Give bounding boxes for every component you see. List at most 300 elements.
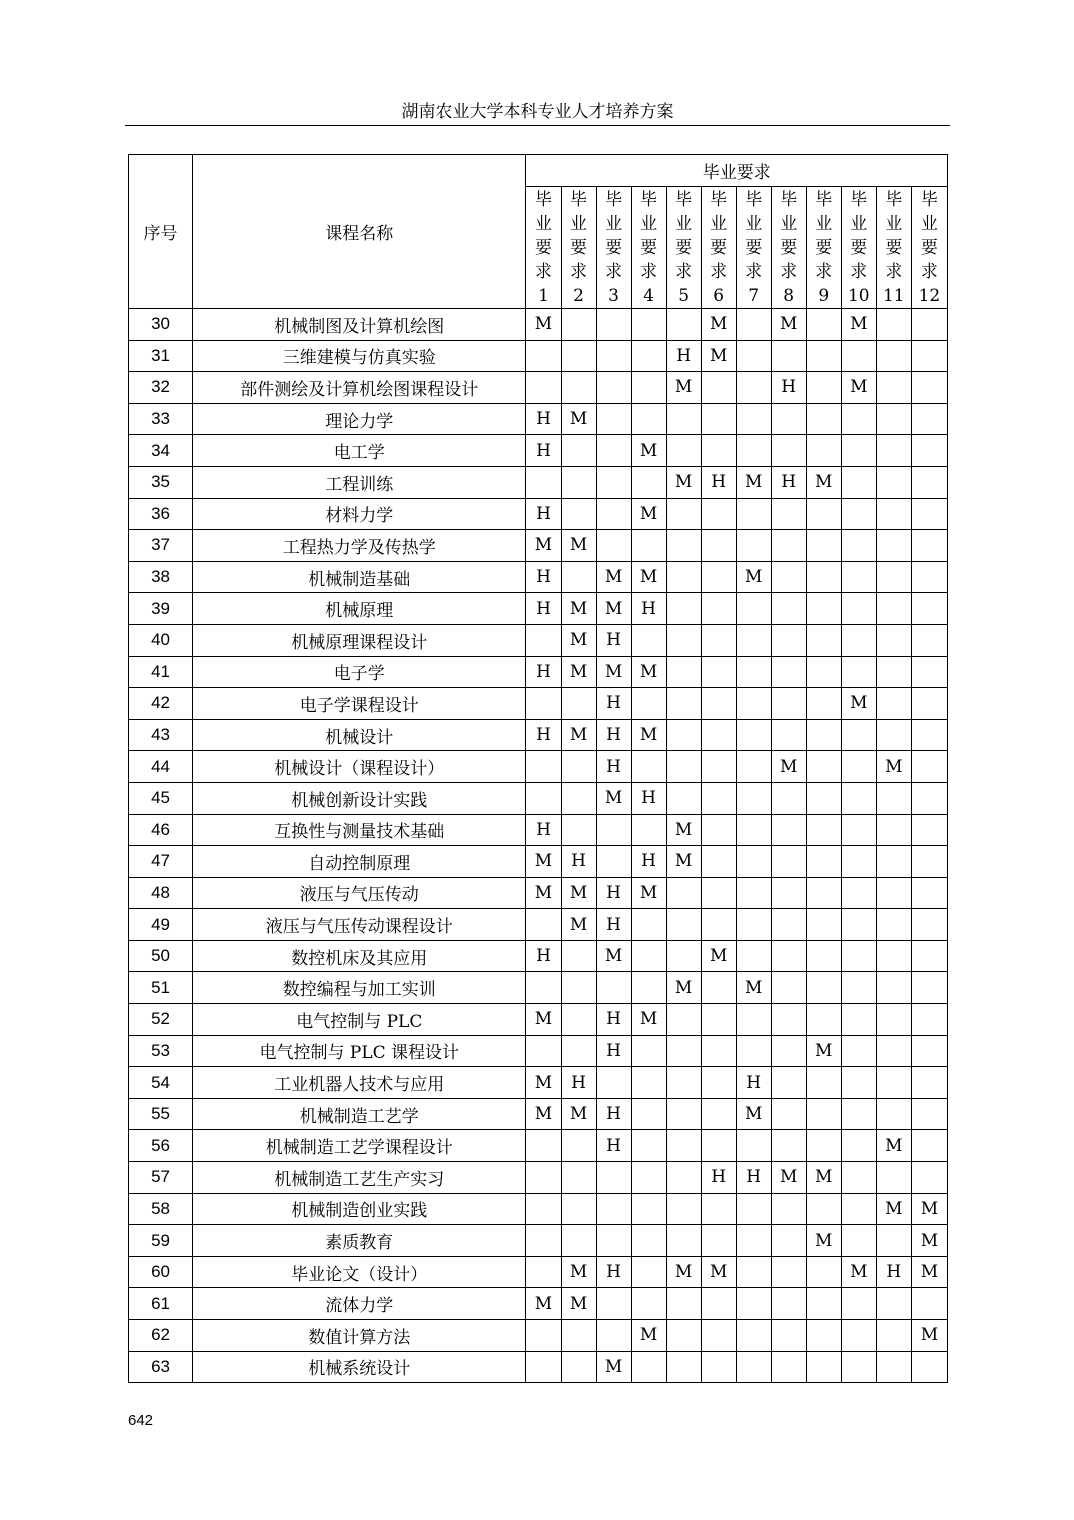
- row-mark-req-9: [806, 814, 841, 846]
- row-mark-req-6: [701, 846, 736, 878]
- row-mark-req-1: H: [526, 435, 561, 467]
- row-mark-req-7: [736, 1288, 771, 1320]
- row-mark-req-11: [876, 688, 911, 720]
- row-mark-req-12: [911, 1351, 947, 1383]
- table-row: [129, 372, 948, 404]
- table-row: [129, 466, 948, 498]
- row-mark-req-8: M: [771, 751, 806, 783]
- table-row: [129, 1351, 948, 1383]
- row-mark-req-3: H: [596, 909, 631, 941]
- row-seq: 58: [129, 1193, 193, 1225]
- row-course-name: 机械创新设计实践: [193, 782, 526, 814]
- row-mark-req-5: M: [666, 814, 701, 846]
- row-course-name: 流体力学: [193, 1288, 526, 1320]
- row-mark-req-12: [911, 751, 947, 783]
- row-mark-req-7: [736, 909, 771, 941]
- row-course-name: 三维建模与仿真实验: [193, 340, 526, 372]
- row-mark-req-8: [771, 403, 806, 435]
- row-mark-req-6: M: [701, 940, 736, 972]
- row-mark-req-1: [526, 688, 561, 720]
- row-mark-req-3: H: [596, 1130, 631, 1162]
- row-mark-req-7: [736, 593, 771, 625]
- row-mark-req-2: [561, 940, 596, 972]
- row-mark-req-4: M: [631, 719, 666, 751]
- row-mark-req-6: [701, 1225, 736, 1257]
- row-mark-req-9: [806, 403, 841, 435]
- row-mark-req-8: [771, 940, 806, 972]
- row-mark-req-1: [526, 1162, 561, 1194]
- row-mark-req-8: [771, 1130, 806, 1162]
- row-mark-req-10: [841, 656, 876, 688]
- table-row: [129, 782, 948, 814]
- row-mark-req-3: H: [596, 719, 631, 751]
- row-mark-req-8: [771, 498, 806, 530]
- row-mark-req-8: [771, 782, 806, 814]
- row-mark-req-11: [876, 814, 911, 846]
- row-mark-req-11: [876, 530, 911, 562]
- row-mark-req-8: [771, 1035, 806, 1067]
- row-mark-req-2: M: [561, 624, 596, 656]
- row-mark-req-11: [876, 1225, 911, 1257]
- row-mark-req-3: [596, 340, 631, 372]
- row-mark-req-1: [526, 909, 561, 941]
- row-seq: 62: [129, 1320, 193, 1352]
- header-requirement-2: 毕 业 要 求 2: [561, 187, 596, 309]
- row-mark-req-9: [806, 372, 841, 404]
- row-mark-req-4: [631, 372, 666, 404]
- row-mark-req-1: [526, 340, 561, 372]
- row-mark-req-2: [561, 435, 596, 467]
- row-mark-req-12: [911, 877, 947, 909]
- row-mark-req-5: [666, 1320, 701, 1352]
- row-mark-req-4: [631, 1256, 666, 1288]
- row-mark-req-11: [876, 309, 911, 341]
- row-mark-req-4: [631, 688, 666, 720]
- table-row: [129, 1035, 948, 1067]
- row-mark-req-12: [911, 466, 947, 498]
- row-mark-req-5: [666, 656, 701, 688]
- row-mark-req-7: [736, 814, 771, 846]
- row-mark-req-6: H: [701, 1162, 736, 1194]
- row-mark-req-9: [806, 656, 841, 688]
- row-mark-req-5: [666, 1193, 701, 1225]
- row-mark-req-7: [736, 435, 771, 467]
- row-mark-req-8: [771, 1320, 806, 1352]
- row-mark-req-11: M: [876, 1193, 911, 1225]
- row-mark-req-5: [666, 498, 701, 530]
- row-mark-req-9: [806, 940, 841, 972]
- row-mark-req-5: [666, 1067, 701, 1099]
- row-mark-req-1: M: [526, 1288, 561, 1320]
- header-requirement-11: 毕 业 要 求 11: [876, 187, 911, 309]
- header-course-name: 课程名称: [193, 155, 526, 309]
- row-mark-req-9: [806, 782, 841, 814]
- row-mark-req-6: M: [701, 340, 736, 372]
- row-mark-req-6: [701, 1098, 736, 1130]
- table-row: [129, 435, 948, 467]
- row-mark-req-8: [771, 593, 806, 625]
- row-mark-req-1: [526, 972, 561, 1004]
- row-mark-req-11: M: [876, 1130, 911, 1162]
- row-mark-req-10: [841, 340, 876, 372]
- row-mark-req-7: H: [736, 1067, 771, 1099]
- row-mark-req-6: [701, 719, 736, 751]
- row-mark-req-1: M: [526, 846, 561, 878]
- row-course-name: 工程训练: [193, 466, 526, 498]
- row-mark-req-6: [701, 1067, 736, 1099]
- row-mark-req-10: [841, 1035, 876, 1067]
- row-mark-req-9: [806, 624, 841, 656]
- row-course-name: 数控机床及其应用: [193, 940, 526, 972]
- row-seq: 60: [129, 1256, 193, 1288]
- row-mark-req-4: [631, 309, 666, 341]
- row-mark-req-12: [911, 688, 947, 720]
- requirements-matrix-table: [128, 154, 948, 1383]
- row-mark-req-10: [841, 719, 876, 751]
- header-requirement-3: 毕 业 要 求 3: [596, 187, 631, 309]
- row-mark-req-8: [771, 909, 806, 941]
- row-mark-req-11: [876, 340, 911, 372]
- row-mark-req-6: [701, 656, 736, 688]
- row-mark-req-1: [526, 1225, 561, 1257]
- row-mark-req-3: [596, 1193, 631, 1225]
- row-mark-req-8: [771, 435, 806, 467]
- row-mark-req-12: [911, 656, 947, 688]
- row-mark-req-10: [841, 846, 876, 878]
- row-mark-req-12: [911, 719, 947, 751]
- row-mark-req-7: [736, 1193, 771, 1225]
- row-mark-req-7: [736, 309, 771, 341]
- row-course-name: 机械制造工艺学课程设计: [193, 1130, 526, 1162]
- row-course-name: 机械制造工艺学: [193, 1098, 526, 1130]
- row-mark-req-1: H: [526, 561, 561, 593]
- row-mark-req-6: [701, 435, 736, 467]
- row-mark-req-9: [806, 1067, 841, 1099]
- row-mark-req-9: M: [806, 466, 841, 498]
- row-mark-req-4: M: [631, 498, 666, 530]
- row-mark-req-3: [596, 530, 631, 562]
- row-mark-req-11: [876, 372, 911, 404]
- row-mark-req-1: M: [526, 530, 561, 562]
- row-mark-req-6: H: [701, 466, 736, 498]
- row-mark-req-2: [561, 561, 596, 593]
- row-mark-req-6: [701, 593, 736, 625]
- row-mark-req-7: [736, 1225, 771, 1257]
- row-mark-req-2: M: [561, 1098, 596, 1130]
- row-mark-req-9: [806, 1130, 841, 1162]
- row-mark-req-6: [701, 372, 736, 404]
- row-mark-req-1: [526, 1035, 561, 1067]
- row-mark-req-3: [596, 846, 631, 878]
- row-mark-req-8: [771, 814, 806, 846]
- row-course-name: 互换性与测量技术基础: [193, 814, 526, 846]
- table-row: [129, 688, 948, 720]
- row-mark-req-5: [666, 751, 701, 783]
- row-seq: 56: [129, 1130, 193, 1162]
- row-mark-req-2: [561, 498, 596, 530]
- row-mark-req-9: [806, 909, 841, 941]
- row-course-name: 电气控制与 PLC: [193, 1004, 526, 1036]
- row-mark-req-10: [841, 435, 876, 467]
- row-mark-req-3: H: [596, 624, 631, 656]
- row-mark-req-3: M: [596, 656, 631, 688]
- row-mark-req-9: [806, 498, 841, 530]
- row-mark-req-10: [841, 1098, 876, 1130]
- row-mark-req-10: [841, 751, 876, 783]
- row-mark-req-2: [561, 1004, 596, 1036]
- table-row: [129, 972, 948, 1004]
- row-mark-req-1: [526, 782, 561, 814]
- row-seq: 51: [129, 972, 193, 1004]
- row-seq: 38: [129, 561, 193, 593]
- row-mark-req-6: [701, 1193, 736, 1225]
- row-mark-req-6: [701, 561, 736, 593]
- row-mark-req-12: [911, 530, 947, 562]
- row-mark-req-9: [806, 1098, 841, 1130]
- row-seq: 46: [129, 814, 193, 846]
- row-mark-req-5: M: [666, 846, 701, 878]
- row-mark-req-7: [736, 1035, 771, 1067]
- row-mark-req-9: [806, 309, 841, 341]
- row-course-name: 机械制图及计算机绘图: [193, 309, 526, 341]
- row-mark-req-8: [771, 1193, 806, 1225]
- row-mark-req-10: [841, 1004, 876, 1036]
- row-mark-req-10: [841, 782, 876, 814]
- row-mark-req-11: [876, 1004, 911, 1036]
- row-mark-req-4: [631, 340, 666, 372]
- row-mark-req-4: M: [631, 877, 666, 909]
- row-mark-req-1: [526, 1256, 561, 1288]
- row-mark-req-11: [876, 498, 911, 530]
- row-mark-req-1: H: [526, 498, 561, 530]
- row-seq: 40: [129, 624, 193, 656]
- row-mark-req-10: [841, 498, 876, 530]
- row-mark-req-10: [841, 403, 876, 435]
- row-mark-req-6: [701, 403, 736, 435]
- row-mark-req-3: H: [596, 1256, 631, 1288]
- row-mark-req-5: [666, 593, 701, 625]
- row-mark-req-1: [526, 1193, 561, 1225]
- row-mark-req-2: M: [561, 403, 596, 435]
- row-mark-req-9: [806, 1351, 841, 1383]
- row-mark-req-10: [841, 814, 876, 846]
- row-course-name: 工业机器人技术与应用: [193, 1067, 526, 1099]
- row-mark-req-5: [666, 1351, 701, 1383]
- row-mark-req-12: [911, 940, 947, 972]
- row-mark-req-4: [631, 751, 666, 783]
- row-mark-req-12: [911, 814, 947, 846]
- row-mark-req-2: [561, 372, 596, 404]
- row-mark-req-12: [911, 1098, 947, 1130]
- row-mark-req-5: [666, 940, 701, 972]
- row-mark-req-3: [596, 1320, 631, 1352]
- row-mark-req-7: [736, 1130, 771, 1162]
- row-mark-req-3: [596, 1067, 631, 1099]
- row-mark-req-7: M: [736, 1098, 771, 1130]
- row-mark-req-4: [631, 1067, 666, 1099]
- table-row: [129, 877, 948, 909]
- row-mark-req-11: [876, 877, 911, 909]
- header-requirements-group: 毕业要求: [526, 155, 948, 187]
- row-mark-req-1: [526, 466, 561, 498]
- row-mark-req-8: M: [771, 309, 806, 341]
- row-mark-req-10: M: [841, 688, 876, 720]
- row-mark-req-6: [701, 1130, 736, 1162]
- row-mark-req-3: H: [596, 688, 631, 720]
- row-mark-req-3: H: [596, 1035, 631, 1067]
- row-mark-req-8: M: [771, 1162, 806, 1194]
- row-mark-req-1: H: [526, 814, 561, 846]
- row-mark-req-12: M: [911, 1320, 947, 1352]
- row-mark-req-11: [876, 1035, 911, 1067]
- row-mark-req-3: H: [596, 877, 631, 909]
- row-mark-req-2: M: [561, 877, 596, 909]
- row-mark-req-3: [596, 498, 631, 530]
- row-mark-req-10: [841, 1193, 876, 1225]
- row-mark-req-11: [876, 1067, 911, 1099]
- row-mark-req-12: [911, 1162, 947, 1194]
- row-seq: 52: [129, 1004, 193, 1036]
- row-mark-req-10: [841, 1225, 876, 1257]
- table-row: [129, 1225, 948, 1257]
- row-course-name: 机械系统设计: [193, 1351, 526, 1383]
- row-mark-req-5: [666, 909, 701, 941]
- row-mark-req-8: [771, 530, 806, 562]
- row-mark-req-7: [736, 688, 771, 720]
- row-mark-req-9: M: [806, 1162, 841, 1194]
- row-mark-req-11: [876, 909, 911, 941]
- row-mark-req-12: [911, 846, 947, 878]
- row-mark-req-12: [911, 403, 947, 435]
- row-mark-req-4: [631, 1035, 666, 1067]
- row-mark-req-9: [806, 593, 841, 625]
- table-row: [129, 751, 948, 783]
- row-mark-req-3: H: [596, 751, 631, 783]
- row-mark-req-4: [631, 1130, 666, 1162]
- table-row: [129, 1004, 948, 1036]
- row-course-name: 机械设计（课程设计）: [193, 751, 526, 783]
- table-row: [129, 940, 948, 972]
- row-mark-req-10: [841, 1288, 876, 1320]
- row-mark-req-7: [736, 940, 771, 972]
- row-mark-req-8: H: [771, 466, 806, 498]
- row-seq: 36: [129, 498, 193, 530]
- row-mark-req-4: M: [631, 1320, 666, 1352]
- row-mark-req-7: [736, 846, 771, 878]
- row-seq: 45: [129, 782, 193, 814]
- row-seq: 44: [129, 751, 193, 783]
- row-mark-req-5: [666, 624, 701, 656]
- row-mark-req-8: [771, 1288, 806, 1320]
- row-mark-req-5: H: [666, 340, 701, 372]
- row-seq: 47: [129, 846, 193, 878]
- row-mark-req-9: [806, 751, 841, 783]
- row-mark-req-10: [841, 940, 876, 972]
- row-mark-req-8: [771, 846, 806, 878]
- row-mark-req-11: [876, 435, 911, 467]
- row-mark-req-2: [561, 1162, 596, 1194]
- row-mark-req-4: H: [631, 593, 666, 625]
- row-mark-req-6: [701, 814, 736, 846]
- row-mark-req-10: [841, 1067, 876, 1099]
- row-mark-req-3: [596, 403, 631, 435]
- row-mark-req-10: M: [841, 1256, 876, 1288]
- row-mark-req-5: M: [666, 1256, 701, 1288]
- row-mark-req-5: [666, 1225, 701, 1257]
- row-mark-req-1: H: [526, 403, 561, 435]
- row-mark-req-12: [911, 593, 947, 625]
- table-row: [129, 624, 948, 656]
- row-mark-req-7: [736, 403, 771, 435]
- row-seq: 55: [129, 1098, 193, 1130]
- row-mark-req-2: [561, 1351, 596, 1383]
- header-requirement-6: 毕 业 要 求 6: [701, 187, 736, 309]
- table-row: [129, 530, 948, 562]
- row-mark-req-1: [526, 1351, 561, 1383]
- row-mark-req-2: [561, 972, 596, 1004]
- row-mark-req-2: [561, 1193, 596, 1225]
- row-mark-req-8: [771, 1098, 806, 1130]
- row-mark-req-12: [911, 1288, 947, 1320]
- table-row: [129, 1162, 948, 1194]
- row-mark-req-5: [666, 782, 701, 814]
- row-mark-req-9: [806, 435, 841, 467]
- row-mark-req-3: H: [596, 1004, 631, 1036]
- row-mark-req-2: [561, 1130, 596, 1162]
- row-course-name: 机械原理课程设计: [193, 624, 526, 656]
- row-mark-req-10: [841, 593, 876, 625]
- row-mark-req-3: M: [596, 561, 631, 593]
- row-mark-req-4: H: [631, 846, 666, 878]
- row-mark-req-2: [561, 1225, 596, 1257]
- row-mark-req-2: M: [561, 656, 596, 688]
- row-mark-req-11: [876, 593, 911, 625]
- row-mark-req-12: [911, 972, 947, 1004]
- row-mark-req-12: [911, 435, 947, 467]
- row-mark-req-8: [771, 1004, 806, 1036]
- row-mark-req-12: [911, 340, 947, 372]
- row-mark-req-4: M: [631, 656, 666, 688]
- row-mark-req-2: M: [561, 530, 596, 562]
- row-mark-req-7: [736, 498, 771, 530]
- row-mark-req-2: H: [561, 846, 596, 878]
- row-mark-req-10: [841, 1351, 876, 1383]
- row-mark-req-4: [631, 1225, 666, 1257]
- row-mark-req-4: [631, 814, 666, 846]
- row-mark-req-5: M: [666, 372, 701, 404]
- row-mark-req-12: M: [911, 1256, 947, 1288]
- row-course-name: 数值计算方法: [193, 1320, 526, 1352]
- row-mark-req-9: [806, 846, 841, 878]
- row-mark-req-10: [841, 624, 876, 656]
- row-course-name: 理论力学: [193, 403, 526, 435]
- row-mark-req-2: [561, 309, 596, 341]
- row-mark-req-6: [701, 1035, 736, 1067]
- row-seq: 49: [129, 909, 193, 941]
- table-row: [129, 1193, 948, 1225]
- row-mark-req-4: [631, 1193, 666, 1225]
- row-mark-req-8: [771, 340, 806, 372]
- table-row: [129, 593, 948, 625]
- row-mark-req-4: [631, 466, 666, 498]
- row-mark-req-11: [876, 972, 911, 1004]
- table-row: [129, 1256, 948, 1288]
- row-mark-req-9: [806, 972, 841, 1004]
- row-seq: 41: [129, 656, 193, 688]
- row-mark-req-12: M: [911, 1193, 947, 1225]
- row-mark-req-12: [911, 624, 947, 656]
- table-row: [129, 340, 948, 372]
